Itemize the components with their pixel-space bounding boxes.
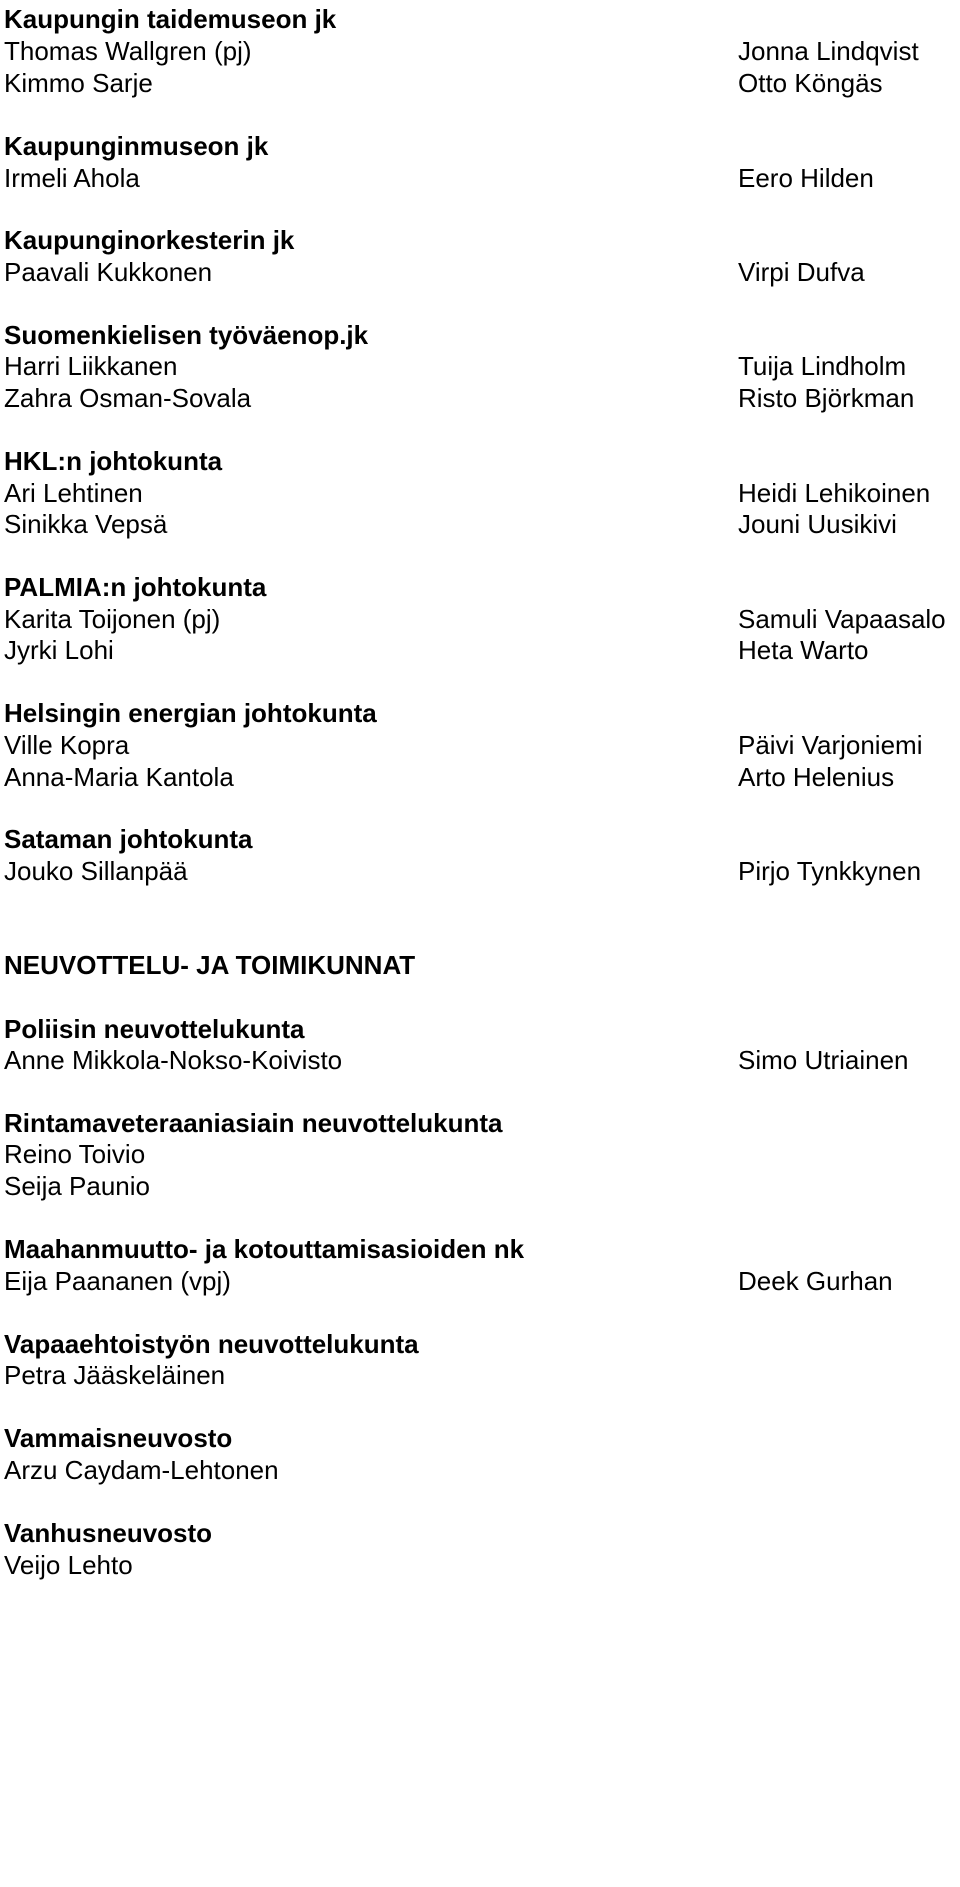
- member-name: Karita Toijonen (pj): [4, 604, 221, 634]
- heading-vapaaehtoistyon-neuvottelukunta: Vapaaehtoistyön neuvottelukunta: [4, 1329, 419, 1359]
- member-name: Reino Toivio: [4, 1139, 146, 1169]
- heading-suomenkielisen-tyovaenop-jk: Suomenkielisen työväenop.jk: [4, 320, 369, 350]
- member-name: Kimmo Sarje: [4, 68, 153, 98]
- member-name: Thomas Wallgren (pj): [4, 36, 252, 66]
- heading-hkl-johtokunta: HKL:n johtokunta: [4, 446, 223, 476]
- member-name: Irmeli Ahola: [4, 163, 140, 193]
- member-name: Ville Kopra: [4, 730, 130, 760]
- member-name: Sinikka Vepsä: [4, 509, 168, 539]
- deputy-name: Samuli Vapaasalo: [738, 604, 946, 634]
- member-name: Seija Paunio: [4, 1171, 150, 1201]
- deputy-name: Pirjo Tynkkynen: [738, 856, 922, 886]
- deputy-name: Deek Gurhan: [738, 1266, 893, 1296]
- heading-maahanmuutto-ja-kotouttamisasioiden-nk: Maahanmuutto- ja kotouttamisasioiden nk: [4, 1234, 525, 1264]
- heading-helsingin-energian-johtokunta: Helsingin energian johtokunta: [4, 698, 377, 728]
- member-name: Veijo Lehto: [4, 1550, 133, 1580]
- member-name: Eija Paananen (vpj): [4, 1266, 231, 1296]
- heading-poliisin-neuvottelukunta: Poliisin neuvottelukunta: [4, 1014, 305, 1044]
- member-name: Anna-Maria Kantola: [4, 762, 234, 792]
- deputy-name: Päivi Varjoniemi: [738, 730, 923, 760]
- heading-palmia-johtokunta: PALMIA:n johtokunta: [4, 572, 267, 602]
- heading-kaupunginorkesterin-jk: Kaupunginorkesterin jk: [4, 225, 295, 255]
- deputy-name: Jouni Uusikivi: [738, 509, 897, 539]
- member-name: Ari Lehtinen: [4, 478, 143, 508]
- heading-kaupunginmuseon-jk: Kaupunginmuseon jk: [4, 131, 269, 161]
- deputy-name: Tuija Lindholm: [738, 351, 907, 381]
- member-name: Harri Liikkanen: [4, 351, 178, 381]
- deputy-name: Arto Helenius: [738, 762, 895, 792]
- deputy-name: Virpi Dufva: [738, 257, 865, 287]
- heading-vammaisneuvosto: Vammaisneuvosto: [4, 1423, 233, 1453]
- section-heading-neuvottelu-ja-toimikunnat: NEUVOTTELU- JA TOIMIKUNNAT: [4, 950, 416, 980]
- deputy-name: Eero Hilden: [738, 163, 874, 193]
- member-name: Jyrki Lohi: [4, 635, 114, 665]
- member-name: Jouko Sillanpää: [4, 856, 188, 886]
- deputy-name: Risto Björkman: [738, 383, 915, 413]
- deputy-name: Heidi Lehikoinen: [738, 478, 931, 508]
- member-name: Paavali Kukkonen: [4, 257, 213, 287]
- member-name: Zahra Osman-Sovala: [4, 383, 252, 413]
- heading-rintamaveteraaniasiain-neuvottelukunta: Rintamaveteraaniasiain neuvottelukunta: [4, 1108, 503, 1138]
- deputy-name: Simo Utriainen: [738, 1045, 909, 1075]
- heading-kaupungin-taidemuseon-jk: Kaupungin taidemuseon jk: [4, 4, 337, 34]
- deputy-name: Heta Warto: [738, 635, 869, 665]
- member-name: Anne Mikkola-Nokso-Koivisto: [4, 1045, 343, 1075]
- heading-vanhusneuvosto: Vanhusneuvosto: [4, 1518, 213, 1548]
- heading-sataman-johtokunta: Sataman johtokunta: [4, 824, 253, 854]
- member-name: Petra Jääskeläinen: [4, 1360, 226, 1390]
- deputy-name: Jonna Lindqvist: [738, 36, 919, 66]
- deputy-name: Otto Köngäs: [738, 68, 883, 98]
- member-name: Arzu Caydam-Lehtonen: [4, 1455, 279, 1485]
